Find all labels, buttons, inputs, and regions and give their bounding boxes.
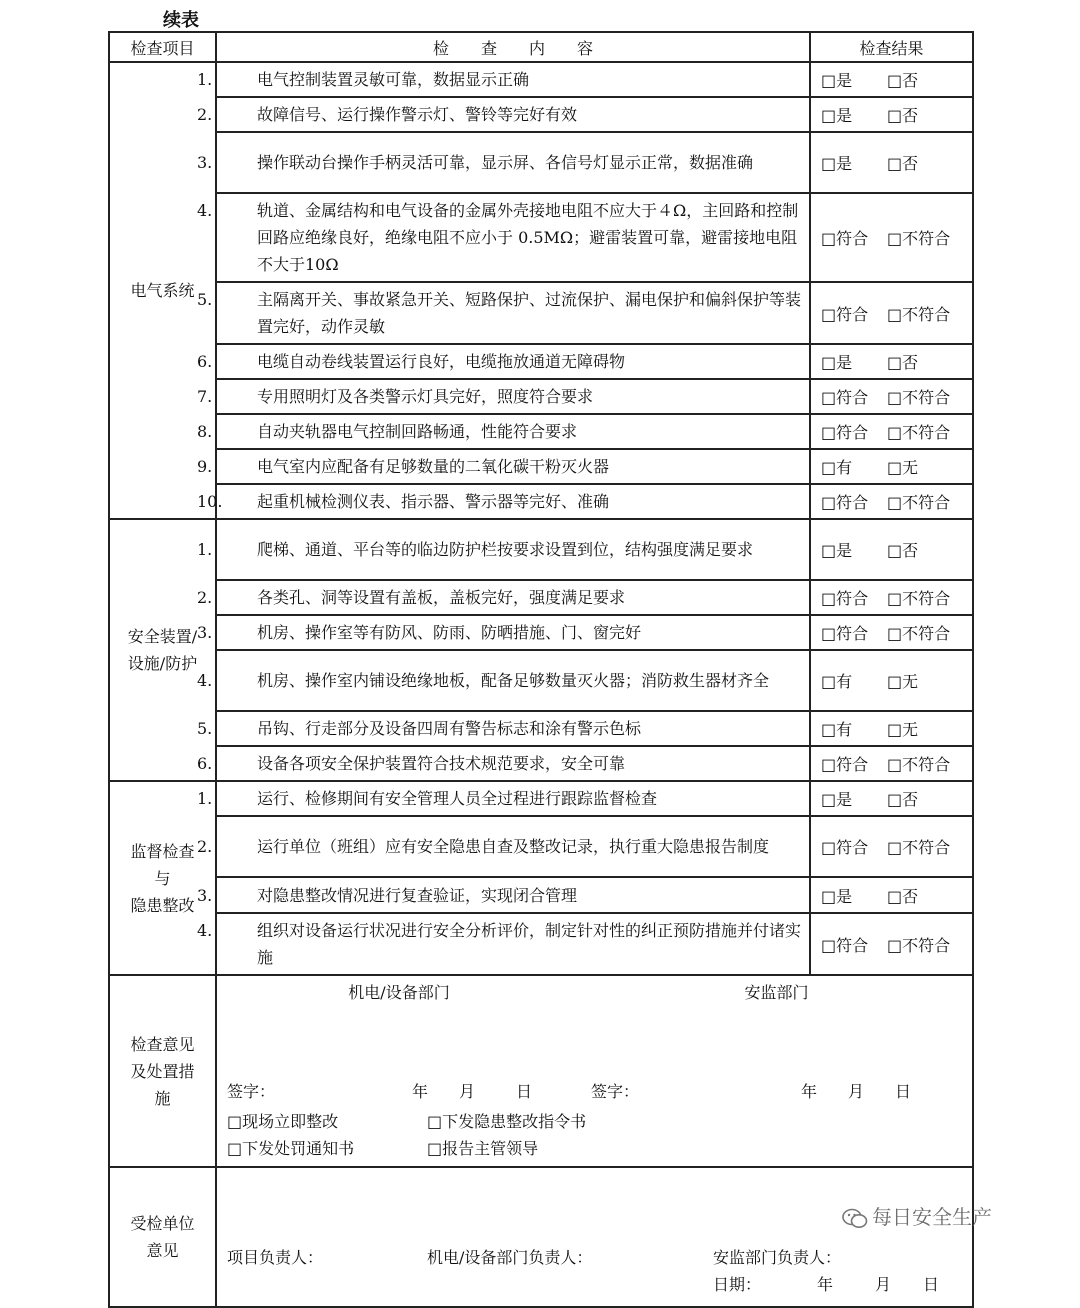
month-label: 月 xyxy=(459,1082,476,1101)
result-option-yes-checkbox[interactable]: □符合 xyxy=(821,493,869,512)
check-item xyxy=(197,193,810,282)
result-option-yes-checkbox[interactable]: □是 xyxy=(821,106,853,125)
check-result xyxy=(810,449,973,484)
header-row xyxy=(109,32,973,62)
check-result xyxy=(810,97,973,132)
wechat-icon xyxy=(842,1208,868,1230)
check-item xyxy=(197,615,810,650)
result-option-yes-checkbox[interactable]: □是 xyxy=(821,154,853,173)
inspected-unit-row xyxy=(109,1167,973,1307)
check-result xyxy=(810,519,973,580)
check-row xyxy=(109,519,973,580)
result-option-yes-checkbox[interactable]: □符合 xyxy=(821,624,869,643)
item-number: 1. xyxy=(197,70,213,89)
item-number: 3. xyxy=(197,153,213,172)
check-result xyxy=(810,282,973,344)
check-item xyxy=(197,414,810,449)
disposal-actions xyxy=(217,1104,972,1166)
check-item xyxy=(197,379,810,414)
item-number: 1. xyxy=(197,540,213,559)
item-number: 10. xyxy=(197,492,223,511)
result-option-no-checkbox[interactable]: □否 xyxy=(887,886,919,906)
check-result xyxy=(810,132,973,193)
item-text: 吊钩、行走部分及设备四周有警告标志和涂有警示色标 xyxy=(257,719,642,738)
check-result xyxy=(810,650,973,711)
check-item xyxy=(197,650,810,711)
item-text: 各类孔、洞等设置有盖板，盖板完好，强度满足要求 xyxy=(257,588,626,607)
action-checkbox[interactable]: □下发处罚通知书 xyxy=(227,1139,355,1158)
day-label: 日 xyxy=(895,1082,912,1101)
item-text: 机房、操作室等有防风、防雨、防晒措施、门、窗完好 xyxy=(257,623,642,642)
result-option-no-checkbox[interactable]: □不符合 xyxy=(887,624,951,643)
check-row xyxy=(109,877,973,913)
sign-label: 签字： xyxy=(227,1082,276,1101)
item-number: 8. xyxy=(197,422,213,441)
result-option-yes-checkbox[interactable]: □是 xyxy=(821,790,853,809)
result-option-yes-checkbox[interactable]: □有 xyxy=(821,458,853,477)
check-item xyxy=(197,781,810,816)
result-option-yes-checkbox[interactable]: □是 xyxy=(821,353,853,372)
check-result xyxy=(810,193,973,282)
check-item xyxy=(197,97,810,132)
header-result: 检查结果 xyxy=(810,32,973,62)
item-text: 对隐患整改情况进行复查验证，实现闭合管理 xyxy=(257,885,578,905)
check-item xyxy=(197,580,810,615)
result-option-no-checkbox[interactable]: □无 xyxy=(887,458,919,477)
inspected-opinion-area[interactable] xyxy=(216,1167,973,1307)
year-label: 年 xyxy=(412,1082,429,1101)
item-text: 轨道、金属结构和电气设备的金属外壳接地电阻不应大于４Ω，主回路和控制回路应绝缘良好，绝缘电阻不应小于 0.5MΩ；避雷装置可靠，避雷接地电阻不大于10Ω xyxy=(257,201,799,274)
check-row xyxy=(109,650,973,711)
action-checkbox[interactable]: □下发隐患整改指令书 xyxy=(427,1112,587,1131)
result-option-yes-checkbox[interactable]: □符合 xyxy=(821,838,869,857)
cat-inspected-unit-line: 受检单位 xyxy=(130,1214,195,1233)
check-row xyxy=(109,344,973,379)
safety-signature xyxy=(581,1076,972,1104)
result-option-yes-checkbox[interactable]: □符合 xyxy=(821,589,869,608)
result-option-no-checkbox[interactable]: □不符合 xyxy=(887,493,951,512)
item-text: 爬梯、通道、平台等的临边防护栏按要求设置到位，结构强度满足要求 xyxy=(257,540,754,559)
result-option-yes-checkbox[interactable]: □符合 xyxy=(821,229,869,248)
check-row xyxy=(109,913,973,975)
result-option-no-checkbox[interactable]: □不符合 xyxy=(887,304,951,324)
check-item xyxy=(197,913,810,975)
item-number: 3. xyxy=(197,885,213,905)
item-text: 起重机械检测仪表、指示器、警示器等完好、准确 xyxy=(257,492,610,511)
result-option-no-checkbox[interactable]: □不符合 xyxy=(887,755,951,774)
check-item xyxy=(197,344,810,379)
item-text: 操作联动台操作手柄灵活可靠，显示屏、各信号灯显示正常，数据准确 xyxy=(257,153,754,172)
check-item xyxy=(197,746,810,781)
item-text: 专用照明灯及各类警示灯具完好，照度符合要求 xyxy=(257,387,594,406)
cat-opinion-line: 及处置措 xyxy=(130,1061,195,1081)
result-option-yes-checkbox[interactable]: □有 xyxy=(821,672,853,691)
check-row xyxy=(109,97,973,132)
result-option-no-checkbox[interactable]: □否 xyxy=(887,71,919,90)
item-number: 5. xyxy=(197,290,213,309)
check-item xyxy=(197,816,810,877)
check-result xyxy=(810,484,973,519)
item-text: 故障信号、运行操作警示灯、警铃等完好有效 xyxy=(257,105,578,124)
cat-inspected-unit xyxy=(109,1167,216,1307)
date-label: 日期： xyxy=(713,1275,762,1294)
item-text: 运行单位（班组）应有安全隐患自查及整改记录，执行重大隐患报告制度 xyxy=(257,837,770,856)
check-row xyxy=(109,193,973,282)
safety-opinion-area[interactable] xyxy=(581,1006,972,1076)
result-option-yes-checkbox[interactable]: □符合 xyxy=(821,388,869,407)
dept-lead-label: 机电/设备部门负责人： xyxy=(427,1248,593,1267)
result-option-no-checkbox[interactable]: □否 xyxy=(887,106,919,125)
cat-supervision-line: 监督检查 xyxy=(130,841,195,861)
check-item xyxy=(197,62,810,97)
item-number: 6. xyxy=(197,352,213,371)
check-row xyxy=(109,132,973,193)
item-number: 2. xyxy=(197,105,213,124)
result-option-yes-checkbox[interactable]: □是 xyxy=(821,886,853,906)
check-result xyxy=(810,615,973,650)
check-row xyxy=(109,781,973,816)
check-result xyxy=(810,877,973,913)
item-number: 6. xyxy=(197,754,213,773)
cat-inspected-unit-line: 意见 xyxy=(146,1241,179,1260)
check-result xyxy=(810,580,973,615)
check-row xyxy=(109,615,973,650)
result-option-no-checkbox[interactable]: □不符合 xyxy=(887,229,951,248)
check-result xyxy=(810,62,973,97)
result-option-yes-checkbox[interactable]: □是 xyxy=(821,541,853,560)
header-item: 检查项目 xyxy=(109,32,216,62)
item-text: 电气控制装置灵敏可靠，数据显示正确 xyxy=(257,70,530,89)
check-result xyxy=(810,414,973,449)
item-number: 4. xyxy=(197,671,213,690)
item-number: 5. xyxy=(197,719,213,738)
result-option-yes-checkbox[interactable]: □是 xyxy=(821,71,853,90)
result-option-yes-checkbox[interactable]: □符合 xyxy=(821,423,869,442)
item-text: 设备各项安全保护装置符合技术规范要求，安全可靠 xyxy=(257,754,626,773)
item-text: 电气室内应配备有足够数量的二氧化碳干粉灭火器 xyxy=(257,457,610,476)
result-option-yes-checkbox[interactable]: □符合 xyxy=(821,304,869,324)
item-text: 组织对设备运行状况进行安全分析评价，制定针对性的纠正预防措施并付诸实施 xyxy=(257,921,802,967)
day-label: 日 xyxy=(923,1275,940,1294)
year-label: 年 xyxy=(817,1275,834,1294)
dept-safety-header: 安监部门 xyxy=(744,982,809,1002)
month-label: 月 xyxy=(875,1275,892,1294)
item-number: 2. xyxy=(197,588,213,607)
opinion-block xyxy=(216,975,973,1167)
page-title: 续表 xyxy=(163,10,199,31)
result-option-yes-checkbox[interactable]: □符合 xyxy=(821,755,869,774)
item-text: 运行、检修期间有安全管理人员全过程进行跟踪监督检查 xyxy=(257,789,658,808)
item-number: 2. xyxy=(197,837,213,856)
item-text: 主隔离开关、事故紧急开关、短路保护、过流保护、漏电保护和偏斜保护等装置完好，动作灵敏 xyxy=(257,290,802,336)
check-row xyxy=(109,580,973,615)
action-checkbox[interactable]: □报告主管领导 xyxy=(427,1139,539,1158)
check-result xyxy=(810,781,973,816)
opinion-subtable xyxy=(217,976,972,1166)
check-item xyxy=(197,877,810,913)
check-result xyxy=(810,816,973,877)
result-option-no-checkbox[interactable]: □不符合 xyxy=(887,388,951,407)
item-number: 3. xyxy=(197,623,213,642)
check-item xyxy=(197,449,810,484)
check-item xyxy=(197,132,810,193)
opinion-row xyxy=(109,975,973,1167)
result-option-no-checkbox[interactable]: □不符合 xyxy=(887,423,951,442)
result-option-no-checkbox[interactable]: □否 xyxy=(887,541,919,560)
check-item xyxy=(197,711,810,746)
item-text: 电缆自动卷线装置运行良好，电缆拖放通道无障碍物 xyxy=(257,352,626,371)
check-item xyxy=(197,484,810,519)
item-text: 自动夹轨器电气控制回路畅通，性能符合要求 xyxy=(257,422,578,441)
result-option-no-checkbox[interactable]: □否 xyxy=(887,790,919,809)
cat-opinion xyxy=(109,975,216,1167)
result-option-yes-checkbox[interactable]: □符合 xyxy=(821,935,869,955)
mechanical-signature xyxy=(217,1076,581,1104)
check-row xyxy=(109,484,973,519)
item-number: 4. xyxy=(197,921,213,940)
check-item xyxy=(197,519,810,580)
inspection-table xyxy=(108,31,974,1308)
result-option-no-checkbox[interactable]: □否 xyxy=(887,353,919,372)
result-option-yes-checkbox[interactable]: □有 xyxy=(821,720,853,739)
item-number: 9. xyxy=(197,457,213,476)
item-text: 机房、操作室内铺设绝缘地板，配备足够数量灭火器；消防救生器材齐全 xyxy=(257,671,770,690)
check-row xyxy=(109,711,973,746)
cat-opinion-line: 施 xyxy=(154,1088,171,1108)
check-row xyxy=(109,816,973,877)
year-label: 年 xyxy=(801,1082,818,1101)
action-checkbox[interactable]: □现场立即整改 xyxy=(227,1112,339,1131)
item-number: 1. xyxy=(197,789,213,808)
cat-opinion-line: 检查意见 xyxy=(130,1034,195,1054)
item-number: 7. xyxy=(197,387,213,406)
check-result xyxy=(810,344,973,379)
result-option-no-checkbox[interactable]: □无 xyxy=(887,720,919,739)
check-row xyxy=(109,414,973,449)
day-label: 日 xyxy=(516,1082,533,1101)
result-option-no-checkbox[interactable]: □否 xyxy=(887,154,919,173)
result-option-no-checkbox[interactable]: □不符合 xyxy=(887,838,951,857)
cat-safety-devices-line: 设施/防护 xyxy=(127,654,198,673)
result-option-no-checkbox[interactable]: □不符合 xyxy=(887,589,951,608)
item-number: 4. xyxy=(197,201,213,220)
watermark xyxy=(842,1201,992,1230)
month-label: 月 xyxy=(848,1082,865,1101)
check-row xyxy=(109,62,973,97)
cat-safety-devices-line: 安全装置/ xyxy=(127,627,198,646)
header-content: 检 查 内 容 xyxy=(216,32,810,62)
check-row xyxy=(109,746,973,781)
check-result xyxy=(810,711,973,746)
check-result xyxy=(810,379,973,414)
mechanical-opinion-area[interactable] xyxy=(217,1006,581,1076)
check-item xyxy=(197,282,810,344)
project-lead-label: 项目负责人： xyxy=(227,1248,324,1267)
cat-supervision-line: 与 xyxy=(154,868,171,888)
result-option-no-checkbox[interactable]: □不符合 xyxy=(887,935,951,955)
check-row xyxy=(109,282,973,344)
dept-mechanical-header: 机电/设备部门 xyxy=(348,982,450,1002)
cat-electrical-text: 电气系统 xyxy=(130,281,195,300)
check-result xyxy=(810,746,973,781)
safety-lead-label: 安监部门负责人： xyxy=(713,1248,842,1267)
check-row xyxy=(109,379,973,414)
result-option-no-checkbox[interactable]: □无 xyxy=(887,672,919,691)
sign-label: 签字： xyxy=(591,1082,640,1101)
cat-supervision-line: 隐患整改 xyxy=(130,895,195,915)
check-result xyxy=(810,913,973,975)
check-row xyxy=(109,449,973,484)
watermark-text: 每日安全生产 xyxy=(872,1205,992,1229)
